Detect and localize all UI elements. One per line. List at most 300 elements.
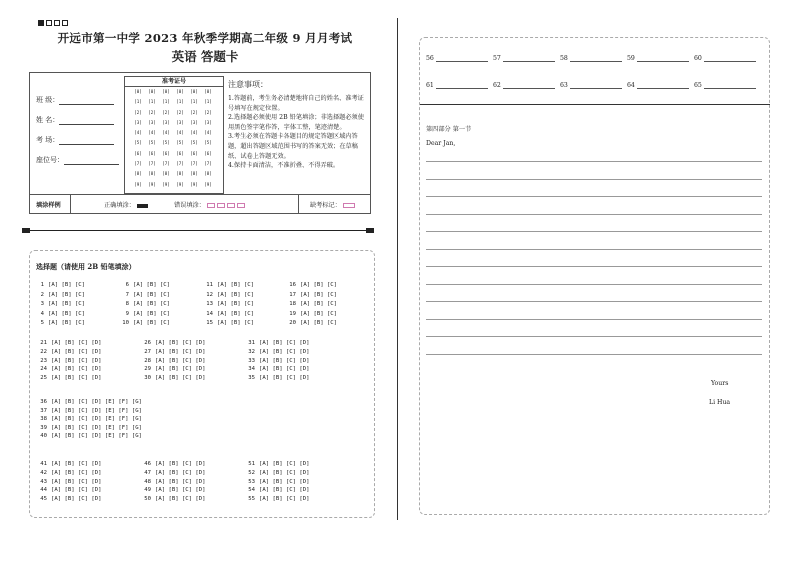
divider-end-icon [22, 228, 30, 233]
question-number: 47 [144, 469, 151, 476]
digit-bubble[interactable]: [8] [148, 171, 156, 177]
notes-section [228, 79, 368, 171]
digit-bubble[interactable]: [2] [148, 109, 156, 115]
question-50[interactable] [139, 496, 206, 504]
question-number: 7 [125, 291, 129, 298]
blank-line[interactable] [637, 82, 689, 89]
question-number: 41 [40, 461, 47, 467]
digit-bubble[interactable]: [9] [162, 181, 170, 187]
question-38[interactable] [35, 416, 142, 424]
digit-bubble[interactable]: [8] [204, 171, 212, 177]
question-number: 51 [248, 461, 255, 467]
option-bubbles[interactable]: [A] [B] [C] [48, 320, 86, 326]
question-number: 15 [206, 320, 213, 326]
option-bubbles[interactable]: [A] [B] [C] [D] [155, 348, 206, 355]
blank-number: 56 [426, 55, 434, 62]
option-bubbles[interactable]: [A] [B] [C] [D] [259, 478, 310, 485]
digit-bubble[interactable]: [9] [190, 181, 198, 187]
option-bubbles[interactable]: [A] [B] [C] [217, 310, 255, 317]
question-number: 11 [206, 282, 213, 288]
digit-bubble[interactable]: [5] [148, 140, 156, 146]
question-15[interactable] [201, 320, 254, 328]
blank-61[interactable] [426, 82, 493, 89]
digit-bubble[interactable]: [9] [134, 181, 142, 187]
question-number: 50 [144, 496, 151, 503]
option-bubbles[interactable]: [A] [B] [C] [133, 310, 171, 317]
option-bubbles[interactable]: [A] [B] [C] [300, 310, 338, 317]
question-39[interactable] [35, 425, 142, 433]
option-bubbles[interactable]: [A] [B] [C] [48, 310, 86, 317]
digit-bubble[interactable]: [6] [176, 150, 184, 156]
question-36[interactable] [35, 399, 142, 407]
question-number: 6 [125, 282, 129, 288]
blank-line[interactable] [637, 55, 689, 62]
name-label: 姓 名： [36, 116, 60, 124]
question-13[interactable] [201, 301, 254, 309]
question-number: 28 [144, 357, 151, 364]
absent-mark[interactable] [310, 200, 355, 209]
question-number: 5 [40, 320, 44, 326]
option-bubbles[interactable]: [A] [B] [C] [D] [155, 469, 206, 476]
header-squares [38, 12, 70, 31]
blank-line[interactable] [503, 55, 555, 62]
question-29[interactable] [139, 366, 206, 374]
question-48[interactable] [139, 479, 206, 487]
page-title: 开远市第一中学 2023 年秋季学期高二年级 9 月月考试 [57, 31, 353, 45]
digit-bubble[interactable]: [0] [190, 89, 198, 94]
writing-line[interactable] [426, 179, 762, 180]
option-bubbles[interactable]: [A] [B] [C] [300, 301, 338, 307]
page-subtitle: 英语 答题卡 [171, 49, 239, 64]
question-47[interactable] [139, 470, 206, 478]
digit-bubble[interactable]: [1] [162, 99, 170, 105]
blank-60[interactable] [694, 55, 761, 62]
x-mark-icon [217, 203, 225, 208]
digit-bubble[interactable]: [7] [148, 161, 156, 167]
blank-65[interactable] [694, 82, 761, 89]
writing-line[interactable] [426, 266, 762, 267]
option-bubbles[interactable]: [A] [B] [C] [D] [155, 375, 206, 382]
section-divider [22, 230, 374, 231]
digit-bubble[interactable]: [3] [190, 119, 198, 125]
question-number: 10 [122, 320, 129, 326]
question-37[interactable] [35, 408, 142, 416]
question-number: 14 [206, 310, 213, 317]
digit-bubble[interactable]: [1] [176, 99, 184, 105]
digit-bubble[interactable]: [1] [134, 99, 142, 105]
question-number: 3 [40, 301, 44, 307]
question-26[interactable] [139, 340, 206, 348]
option-bubbles[interactable]: [A] [B] [C] [D] [51, 478, 102, 485]
question-1[interactable] [32, 282, 85, 290]
question-19[interactable] [284, 311, 337, 319]
blank-number: 62 [493, 82, 501, 89]
absent-box-icon [343, 203, 355, 208]
question-4[interactable] [32, 311, 85, 319]
option-bubbles[interactable]: [A] [B] [C] [D] [51, 469, 102, 476]
question-number: 13 [206, 301, 213, 307]
option-bubbles[interactable]: [A] [B] [C] [D] [51, 340, 102, 346]
option-bubbles[interactable]: [A] [B] [C] [D] [E] [F] [G] [51, 416, 142, 423]
question-number: 16 [289, 282, 296, 288]
digit-bubble[interactable]: [5] [204, 140, 212, 146]
question-22[interactable] [35, 349, 102, 357]
digit-bubble[interactable]: [4] [190, 130, 198, 136]
question-16[interactable] [284, 282, 337, 290]
writing-line[interactable] [426, 354, 762, 355]
digit-bubble[interactable]: [2] [190, 109, 198, 115]
digit-bubbles[interactable] [131, 87, 223, 190]
question-41[interactable] [35, 461, 102, 469]
question-number: 29 [144, 366, 151, 373]
question-32[interactable] [243, 349, 310, 357]
question-number: 23 [40, 357, 47, 364]
option-bubbles[interactable]: [A] [B] [C] [D] [51, 461, 102, 467]
blank-line[interactable] [570, 55, 622, 62]
question-24[interactable] [35, 366, 102, 374]
question-5[interactable] [32, 320, 85, 328]
blank-57[interactable] [493, 55, 560, 62]
digit-bubble[interactable]: [1] [190, 99, 198, 105]
digit-bubble[interactable]: [3] [176, 119, 184, 125]
blank-59[interactable] [627, 55, 694, 62]
digit-bubble[interactable]: [8] [162, 171, 170, 177]
question-17[interactable] [284, 292, 337, 300]
option-bubbles[interactable]: [A] [B] [C] [133, 282, 171, 288]
question-number: 24 [40, 366, 47, 373]
question-3[interactable] [32, 301, 85, 309]
question-33[interactable] [243, 358, 310, 366]
question-21[interactable] [35, 340, 102, 348]
digit-bubble[interactable]: [5] [134, 140, 142, 146]
digit-bubble[interactable]: [7] [190, 161, 198, 167]
absent-label: 缺考标记： [310, 202, 341, 209]
digit-bubble[interactable]: [2] [162, 109, 170, 115]
writing-greeting: Dear Jan, [426, 140, 456, 147]
digit-bubble[interactable]: [4] [204, 130, 212, 136]
question-number: 44 [40, 487, 47, 494]
blank-line[interactable] [436, 82, 488, 89]
question-number: 45 [40, 496, 47, 503]
class-label: 班 级： [36, 96, 60, 104]
option-bubbles[interactable]: [A] [B] [C] [133, 320, 171, 326]
digit-bubble[interactable]: [9] [148, 181, 156, 187]
digit-bubble[interactable]: [2] [204, 109, 212, 115]
question-12[interactable] [201, 292, 254, 300]
digit-bubble[interactable]: [0] [134, 89, 142, 94]
question-number: 33 [248, 357, 255, 364]
blank-number: 59 [627, 55, 635, 62]
option-bubbles[interactable]: [A] [B] [C] [D] [51, 375, 102, 382]
question-34[interactable] [243, 366, 310, 374]
question-30[interactable] [139, 375, 206, 383]
question-number: 1 [40, 282, 44, 288]
blank-line[interactable] [704, 55, 756, 62]
question-27[interactable] [139, 349, 206, 357]
option-bubbles[interactable]: [A] [B] [C] [133, 291, 171, 298]
digit-bubble[interactable]: [2] [134, 109, 142, 115]
option-bubbles[interactable]: [A] [B] [C] [D] [155, 357, 206, 364]
option-bubbles[interactable]: [A] [B] [C] [217, 320, 255, 326]
digit-bubble[interactable]: [7] [204, 161, 212, 167]
question-number: 8 [125, 301, 129, 307]
exam-number-grid [124, 76, 224, 194]
option-bubbles[interactable]: [A] [B] [C] [D] [259, 487, 310, 494]
question-number: 31 [248, 340, 255, 346]
question-49[interactable] [139, 487, 206, 495]
option-bubbles[interactable]: [A] [B] [C] [D] [155, 478, 206, 485]
question-42[interactable] [35, 470, 102, 478]
choice-section [29, 250, 375, 518]
digit-bubble[interactable]: [3] [204, 119, 212, 125]
digit-bubble[interactable]: [3] [162, 119, 170, 125]
fill-row [426, 55, 761, 62]
option-bubbles[interactable]: [A] [B] [C] [300, 320, 338, 326]
digit-bubble[interactable]: [7] [176, 161, 184, 167]
option-bubbles[interactable]: [A] [B] [C] [133, 301, 171, 307]
question-20[interactable] [284, 320, 337, 328]
blank-number: 64 [627, 82, 635, 89]
option-bubbles[interactable]: [A] [B] [C] [D] [155, 487, 206, 494]
question-14[interactable] [201, 311, 254, 319]
option-bubbles[interactable]: [A] [B] [C] [D] [51, 348, 102, 355]
info-box [29, 72, 371, 214]
question-23[interactable] [35, 358, 102, 366]
square-icon [54, 20, 60, 26]
blank-number: 58 [560, 55, 568, 62]
question-51[interactable] [243, 461, 310, 469]
blank-line[interactable] [503, 82, 555, 89]
question-53[interactable] [243, 479, 310, 487]
digit-bubble[interactable]: [4] [134, 130, 142, 136]
question-45[interactable] [35, 496, 102, 504]
answer-panel [419, 37, 770, 515]
digit-bubble[interactable]: [4] [148, 130, 156, 136]
seat-label: 座位号： [36, 156, 64, 164]
question-number: 52 [248, 469, 255, 476]
option-bubbles[interactable]: [A] [B] [C] [D] [155, 461, 206, 467]
writing-line[interactable] [426, 214, 762, 215]
class-field[interactable] [36, 95, 119, 115]
question-number: 48 [144, 478, 151, 485]
digit-bubble[interactable]: [0] [204, 89, 212, 94]
blank-63[interactable] [560, 82, 627, 89]
writing-line[interactable] [426, 319, 762, 320]
question-8[interactable] [117, 301, 170, 309]
option-bubbles[interactable]: [A] [B] [C] [D] [259, 357, 310, 364]
digit-bubble[interactable]: [6] [148, 150, 156, 156]
writing-signature: Li Hua [709, 399, 731, 406]
filled-mark-icon [137, 204, 148, 208]
option-bubbles[interactable]: [A] [B] [C] [D] [259, 461, 310, 467]
option-bubbles[interactable]: [A] [B] [C] [48, 291, 86, 298]
writing-line[interactable] [426, 284, 762, 285]
sample-row [30, 194, 370, 214]
square-icon [46, 20, 52, 26]
option-bubbles[interactable]: [A] [B] [C] [48, 301, 86, 307]
question-31[interactable] [243, 340, 310, 348]
option-bubbles[interactable]: [A] [B] [C] [D] [E] [F] [G] [51, 407, 142, 414]
digit-bubble[interactable]: [5] [176, 140, 184, 146]
question-number: 55 [248, 496, 255, 503]
question-number: 46 [144, 461, 151, 467]
digit-bubble[interactable]: [3] [148, 119, 156, 125]
note-item: 4.保持卡面清洁，不准折叠、不得弄破。 [228, 162, 340, 170]
writing-line[interactable] [426, 249, 762, 250]
blank-line[interactable] [570, 82, 622, 89]
question-18[interactable] [284, 301, 337, 309]
note-item: 2.选择题必须使用 2B 铅笔填涂；非选择题必须使用黑色签字笔作答，字体工整，笔迹清楚。 [228, 114, 364, 131]
question-number: 9 [125, 310, 129, 317]
question-9[interactable] [117, 311, 170, 319]
writing-closing: Yours [711, 380, 729, 387]
question-28[interactable] [139, 358, 206, 366]
room-field[interactable] [36, 135, 119, 155]
digit-bubble[interactable]: [5] [190, 140, 198, 146]
digit-bubble[interactable]: [1] [204, 99, 212, 105]
name-field[interactable] [36, 115, 119, 135]
wrong-fill [174, 200, 245, 209]
option-bubbles[interactable]: [A] [B] [C] [217, 282, 255, 288]
fill-row [426, 82, 761, 89]
blank-number: 60 [694, 55, 702, 62]
question-number: 12 [206, 291, 213, 298]
writing-line[interactable] [426, 161, 762, 162]
digit-bubble[interactable]: [0] [148, 89, 156, 94]
blank-58[interactable] [560, 55, 627, 62]
digit-bubble[interactable]: [9] [204, 181, 212, 187]
option-bubbles[interactable]: [A] [B] [C] [D] [E] [F] [G] [51, 399, 142, 405]
note-item: 1.答题前，考生务必清楚地将自己的姓名、准考证号填写在规定位置。 [228, 95, 364, 112]
option-bubbles[interactable]: [A] [B] [C] [D] [155, 366, 206, 373]
digit-bubble[interactable]: [2] [176, 109, 184, 115]
dot-mark-icon [237, 203, 245, 208]
square-icon [38, 20, 44, 26]
option-bubbles[interactable]: [A] [B] [C] [D] [259, 469, 310, 476]
digit-bubble[interactable]: [1] [148, 99, 156, 105]
digit-bubble[interactable]: [4] [176, 130, 184, 136]
option-bubbles[interactable]: [A] [B] [C] [300, 291, 338, 298]
writing-line[interactable] [426, 336, 762, 337]
question-number: 42 [40, 469, 47, 476]
option-bubbles[interactable]: [A] [B] [C] [D] [259, 375, 310, 382]
wrong-label: 错误填涂： [174, 202, 205, 209]
option-bubbles[interactable]: [A] [B] [C] [D] [155, 496, 206, 503]
sample-label: 填涂样例 [36, 202, 61, 209]
question-number: 25 [40, 375, 47, 382]
blank-line[interactable] [436, 55, 488, 62]
blank-56[interactable] [426, 55, 493, 62]
digit-bubble[interactable]: [7] [134, 161, 142, 167]
correct-label: 正确填涂： [104, 202, 135, 209]
option-bubbles[interactable]: [A] [B] [C] [D] [259, 348, 310, 355]
option-bubbles[interactable]: [A] [B] [C] [D] [259, 496, 310, 503]
blank-line[interactable] [704, 82, 756, 89]
option-bubbles[interactable]: [A] [B] [C] [217, 301, 255, 307]
question-54[interactable] [243, 487, 310, 495]
digit-bubble[interactable]: [6] [204, 150, 212, 156]
option-bubbles[interactable]: [A] [B] [C] [217, 291, 255, 298]
option-bubbles[interactable]: [A] [B] [C] [300, 282, 338, 288]
digit-bubble[interactable]: [3] [134, 119, 142, 125]
option-bubbles[interactable]: [A] [B] [C] [D] [E] [F] [G] [51, 433, 142, 440]
writing-section-title: 第四部分 第一节 [426, 126, 472, 133]
question-25[interactable] [35, 375, 102, 383]
question-6[interactable] [117, 282, 170, 290]
writing-line[interactable] [426, 196, 762, 197]
notes-title: 注意事项： [228, 80, 268, 89]
question-number: 39 [40, 424, 47, 431]
exam-number-title: 准考证号 [125, 77, 223, 87]
option-bubbles[interactable]: [A] [B] [C] [48, 282, 86, 288]
question-46[interactable] [139, 461, 206, 469]
digit-bubble[interactable]: [0] [176, 89, 184, 94]
question-44[interactable] [35, 487, 102, 495]
question-10[interactable] [117, 320, 170, 328]
digit-bubble[interactable]: [8] [134, 171, 142, 177]
question-35[interactable] [243, 375, 310, 383]
writing-line[interactable] [426, 301, 762, 302]
blank-62[interactable] [493, 82, 560, 89]
option-bubbles[interactable]: [A] [B] [C] [D] [155, 340, 206, 346]
question-number: 17 [289, 291, 296, 298]
question-2[interactable] [32, 292, 85, 300]
writing-line[interactable] [426, 231, 762, 232]
blank-64[interactable] [627, 82, 694, 89]
seat-field[interactable] [36, 155, 119, 175]
question-number: 54 [248, 487, 255, 494]
question-number: 20 [289, 320, 296, 326]
question-11[interactable] [201, 282, 254, 290]
digit-bubble[interactable]: [6] [190, 150, 198, 156]
dash-mark-icon [227, 203, 235, 208]
option-bubbles[interactable]: [A] [B] [C] [D] [51, 487, 102, 494]
question-number: 18 [289, 301, 296, 307]
question-number: 40 [40, 433, 47, 440]
digit-bubble[interactable]: [4] [162, 130, 170, 136]
digit-bubble[interactable]: [6] [162, 150, 170, 156]
digit-bubble[interactable]: [8] [190, 171, 198, 177]
square-icon [62, 20, 68, 26]
digit-bubble[interactable]: [7] [162, 161, 170, 167]
question-number: 19 [289, 310, 296, 317]
question-52[interactable] [243, 470, 310, 478]
question-43[interactable] [35, 479, 102, 487]
blank-number: 57 [493, 55, 501, 62]
digit-bubble[interactable]: [8] [176, 171, 184, 177]
question-number: 30 [144, 375, 151, 382]
option-bubbles[interactable]: [A] [B] [C] [D] [259, 340, 310, 346]
digit-bubble[interactable]: [5] [162, 140, 170, 146]
option-bubbles[interactable]: [A] [B] [C] [D] [51, 496, 102, 503]
question-40[interactable] [35, 433, 142, 441]
option-bubbles[interactable]: [A] [B] [C] [D] [51, 357, 102, 364]
digit-bubble[interactable]: [6] [134, 150, 142, 156]
blank-number: 61 [426, 82, 434, 89]
option-bubbles[interactable]: [A] [B] [C] [D] [E] [F] [G] [51, 424, 142, 431]
option-bubbles[interactable]: [A] [B] [C] [D] [259, 366, 310, 373]
digit-bubble[interactable]: [0] [162, 89, 170, 94]
blank-number: 65 [694, 82, 702, 89]
digit-bubble[interactable]: [9] [176, 181, 184, 187]
question-7[interactable] [117, 292, 170, 300]
question-number: 43 [40, 478, 47, 485]
question-number: 36 [40, 399, 47, 405]
option-bubbles[interactable]: [A] [B] [C] [D] [51, 366, 102, 373]
question-number: 53 [248, 478, 255, 485]
question-55[interactable] [243, 496, 310, 504]
choice-title: 选择题（请使用 2B 铅笔填涂） [36, 262, 136, 271]
